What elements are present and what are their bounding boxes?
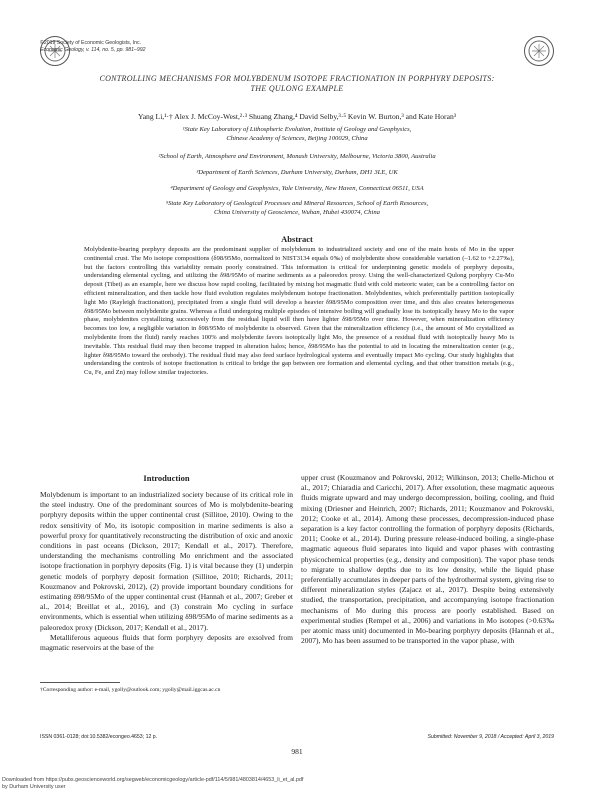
affiliation-5-line-1: ⁵State Key Laboratory of Geological Processes and Mineral Resources, School of Earth Resources, — [165, 200, 429, 207]
page-number: 981 — [291, 747, 303, 756]
affiliation-3: ³Department of Earth Sciences, Durham University, Durham, DH1 3LE, UK — [196, 169, 398, 176]
title-line-2: THE QULONG EXAMPLE — [250, 84, 344, 93]
copyright-text: ©2019 Society of Economic Geologists, Inc. — [40, 40, 141, 46]
journal-header — [40, 40, 146, 54]
affiliation-1 — [40, 125, 554, 143]
affiliation-2: ²School of Earth, Atmosphere and Environment, Monash University, Melbourne, Victoria 3800, Australia — [158, 153, 436, 160]
affiliation-5-line-2: China University of Geoscience, Wuhan, Hubei 430074, China — [214, 209, 380, 216]
abstract-heading: Abstract — [281, 234, 313, 244]
paper-title — [50, 74, 544, 94]
right-column-text: upper crust (Kouzmanov and Pokrovski, 2012; Wilkinson, 2013; Chelle-Michou et al., 2017; Chiaradia and Caricchi, 2017). After exsolution, these magmatic aqueous fluids migrate upward and may undergo decompression, boiling, cooling, and fluid mixing (Driesner and Heinrich, 2007; Richards, 2011; Kouzmanov and Pokrovski, 2012; Cooke et al., 2014). Among these processes, decompression-induced phase separation is a key factor controlling the formation of porphyry deposits (Richards, 2011; Cooke et al., 2014). During pressure release-induced boiling, a single-phase magmatic aqueous fluid separates into liquid and vapor phases with contrasting physicochemical properties (e.g., density and composition). The vapor phase tends to migrate to shallow depths due to its low density, while the liquid phase preferentially accumulates in deeper parts of the hydrothermal system, giving rise to different mineralization styles (Zajacz et al., 2017). Despite being extensively studied, the transportation, precipitation, and accompanying isotope fractionation mechanisms of Mo during this process are poorly established. Based on experimental studies (Rempel et al., 2006) and variations in Mo isotopes (>0.63‰ per atomic mass unit) documented in Mo-bearing porphyry deposits (Hannah et al., 2007), Mo has been assumed to be transported in the vapor phase, with — [301, 473, 554, 646]
journal-seal-logo — [524, 36, 554, 66]
left-column-text — [40, 490, 293, 653]
affiliation-5 — [40, 199, 554, 217]
intro-paragraph-2: Metalliferous aqueous fluids that form porphyry deposits are exsolved from magmatic reservoirs at the base of the — [40, 632, 293, 653]
affiliation-4: ⁴Department of Geology and Geophysics, Yale University, New Haven, Connecticut 06511, USA — [170, 185, 424, 192]
corresponding-author-footnote: †Corresponding author: e-mail, ygolly@outlook.com; ygolly@mail.iggcas.ac.cn — [40, 687, 221, 693]
download-user-text: by Durham University user — [2, 784, 66, 790]
submission-dates: Submitted: November 9, 2018 / Accepted: April 3, 2019 — [427, 734, 554, 740]
title-line-1: CONTROLLING MECHANISMS FOR MOLYBDENUM ISOTOPE FRACTIONATION IN PORPHYRY DEPOSITS: — [99, 74, 495, 83]
journal-citation: Economic Geology, v. 114, no. 5, pp. 981–992 — [40, 47, 146, 53]
footnote-rule — [40, 682, 120, 683]
affiliation-1-line-2: Chinese Academy of Sciences, Beijing 100029, China — [226, 135, 368, 142]
issn-doi-line: ISSN 0361-0128; doi:10.5382/econgeo.4653; 12 p. — [40, 734, 158, 740]
abstract-body: Molybdenite-bearing porphyry deposits are the predominant supplier of molybdenum to industrialized society and one of the main hosts of Mo in the upper continental crust. The Mo isotope compositions (δ98/95Mo, normalized to NIST3134 equals 0‰) of molybdenite show considerable variation (–1.62 to +2.27‰), but the factors controlling this variability remain poorly constrained. This information is critical for underpinning genetic models of porphyry deposits, understanding elemental cycling, and utilizing the δ98/95Mo of marine sediments as a paleoredox proxy. Using the well-characterized Qulong porphyry Cu-Mo deposit (Tibet) as an example, here we discuss how rapid cooling, facilitated by mixing hot magmatic fluid with cold meteoric water, can be a controlling factor on efficient mineralization, and then tackle how fluid evolution regulates molybdenum isotope fractionation. Molybdenites, which preferentially partition isotopically light Mo (Rayleigh fractionation), precipitated from a single fluid will develop a heavier δ98/95Mo composition over time, and this also creates heterogeneous δ98/95Mo between molybdenite grains. Whereas a fluid undergoing multiple episodes of intensive boiling will gradually lose its isotopically heavy Mo to the vapor phase, molybdenites crystallizing successively from the residual liquid will then have lighter δ98/95Mo over time. However, when mineralization efficiency becomes too low, a negligible variation in δ98/95Mo of molybdenite is observed. Given that the mineralization efficiency (i.e., the amount of Mo crystallized as molybdenite from the fluid) rarely reaches 100% and molybdenite favors isotopically light Mo, the presence of a residual fluid with isotopically heavy Mo is inevitable. This residual fluid may then become trapped in alteration halos; hence, δ98/95Mo has the potential to aid in locating the mineralization center (e.g., lighter δ98/95Mo toward the orebody). The residual fluid may also feed surface hydrological systems and eventually impact Mo cycling. Our study highlights that understanding the controls of isotope fractionation is critical to bridge the gap between ore formation and elemental cycling, and that other transition metals (e.g., Cu, Fe, and Zn) may follow similar trajectories. — [84, 246, 514, 377]
affiliation-1-line-1: ¹State Key Laboratory of Lithospheric Evolution, Institute of Geology and Geophysics, — [182, 126, 412, 133]
download-link-text[interactable]: Downloaded from https://pubs.geoscienceworld.org/segweb/economicgeology/article-pdf/114/5/981/4803814/4653_li_et_al.pdf — [2, 777, 304, 783]
introduction-heading: Introduction — [143, 473, 190, 483]
author-list: Yang Li,¹·† Alex J. McCoy-West,²·³ Shuang Zhang,⁴ David Selby,³·⁵ Kevin W. Burton,³ and Kate Horan³ — [137, 112, 457, 121]
intro-paragraph-1: Molybdenum is important to an industrialized society because of its critical role in the steel industry. One of the predominant sources of Mo is molybdenite-bearing porphyry deposits within the upper continental crust (Sillitoe, 2010). Owing to the redox sensitivity of Mo, its isotopic composition in marine sediments is also a powerful proxy for quantitatively reconstructing the distribution of oxic and anoxic conditions in past oceans (Dickson, 2017; Kendall et al., 2017). Therefore, understanding the mechanisms controlling Mo enrichment and the associated isotope fractionation in porphyry deposits (Fig. 1) is vital because they (1) underpin genetic models of porphyry deposit formation (Sillitoe, 2010; Richards, 2011; Kouzmanov and Pokrovski, 2012), (2) provide important boundary conditions for estimating δ98/95Mo of the upper continental crust (Hannah et al., 2007; Greber et al., 2014; Breillat et al., 2016), and (3) constrain Mo cycling in surface environments, which is essential when utilizing δ98/95Mo of marine sediments as a paleoredox proxy (Dickson, 2017; Kendall et al., 2017). — [40, 490, 293, 632]
download-stamp — [2, 777, 303, 791]
